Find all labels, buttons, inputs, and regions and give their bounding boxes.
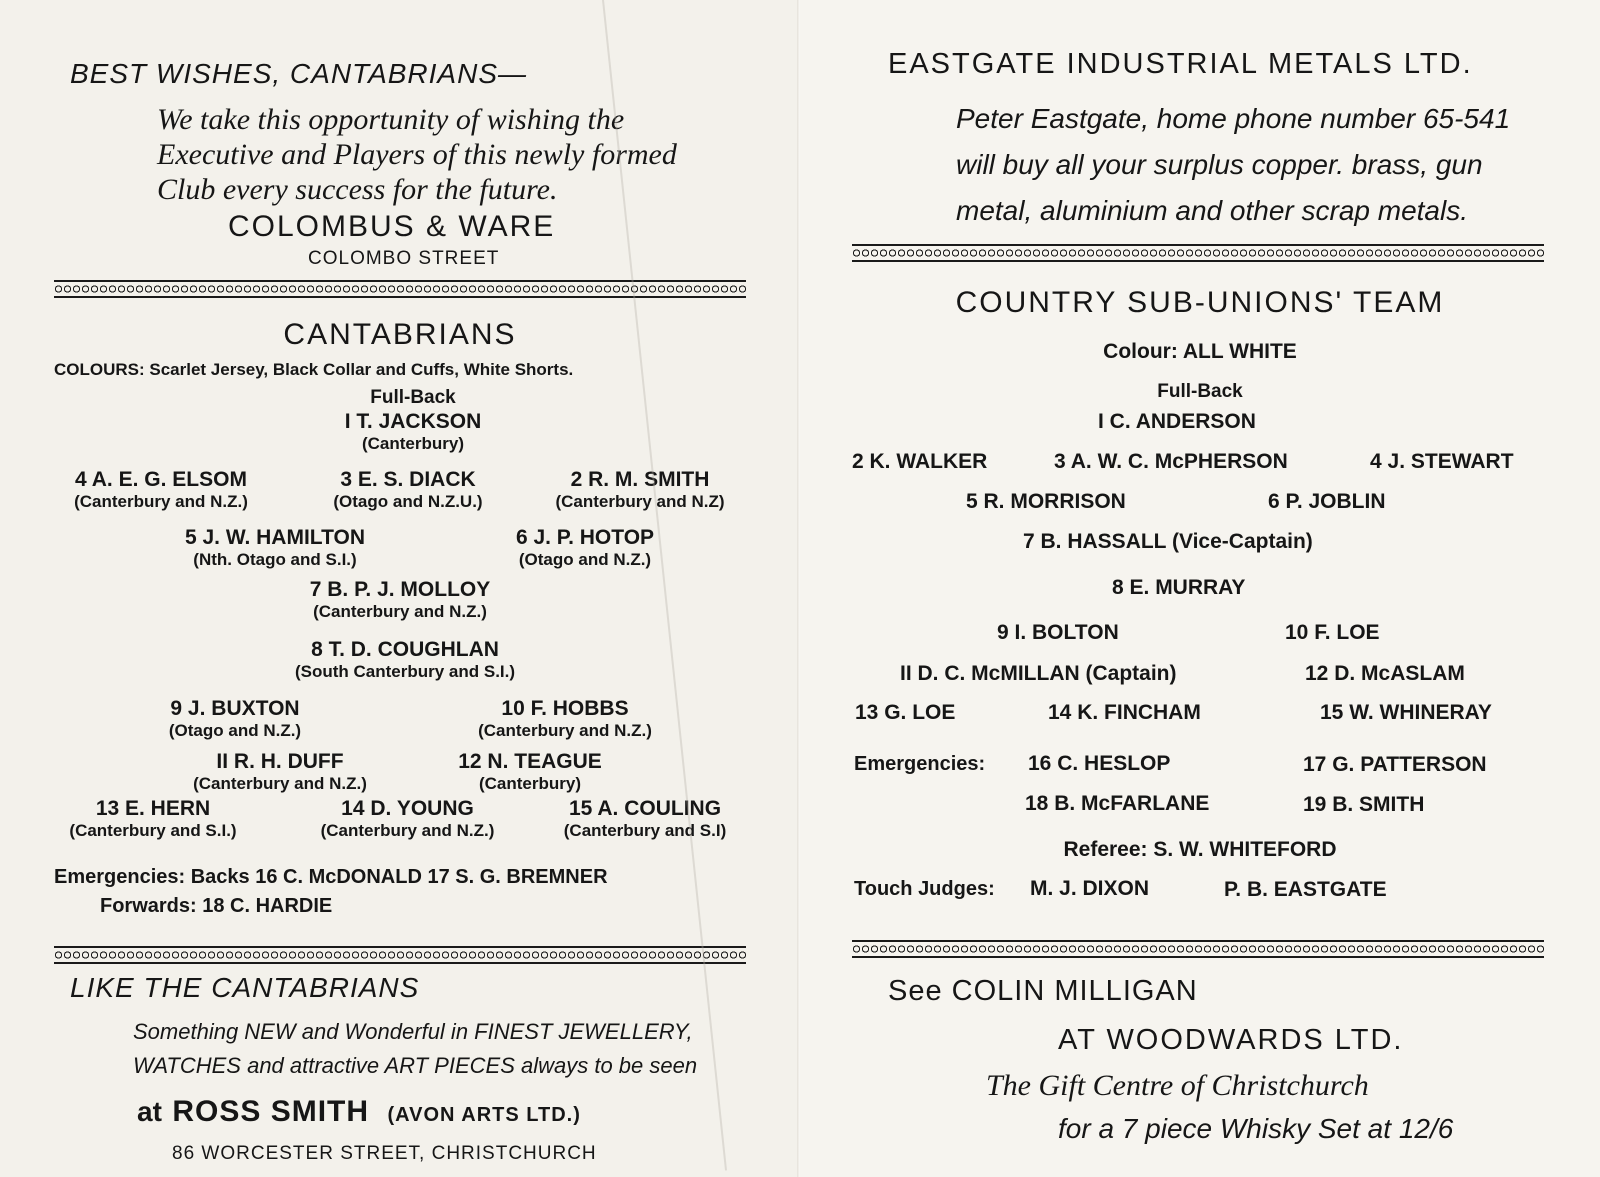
ornamental-border: [852, 244, 1544, 262]
touch-judge: M. J. DIXON: [1030, 877, 1150, 900]
player-name: 12 N. TEAGUE: [458, 750, 602, 773]
ad-heading-best-wishes: BEST WISHES, CANTABRIANS—: [70, 58, 527, 89]
player-name: 18 B. McFARLANE: [1025, 792, 1210, 815]
player-name: 15 W. WHINERAY: [1320, 701, 1492, 724]
player-name: I C. ANDERSON: [1098, 410, 1256, 433]
touch-judge: P. B. EASTGATE: [1224, 878, 1387, 901]
player-name: 2 K. WALKER: [852, 450, 988, 473]
player-name: 9 J. BUXTON: [170, 697, 300, 720]
player-club: (Otago and N.Z.): [168, 721, 302, 740]
player-name: II D. C. McMILLAN (Captain): [900, 662, 1177, 685]
touch-judges-label: Touch Judges:: [854, 878, 995, 900]
player-name: 10 F. LOE: [1285, 621, 1380, 644]
player-club: (Canterbury and N.Z.): [193, 774, 367, 793]
player-name: 4 A. E. G. ELSOM: [75, 468, 247, 491]
team-title: COUNTRY SUB-UNIONS' TEAM: [955, 286, 1445, 319]
team-title: CANTABRIANS: [283, 318, 517, 351]
player: [140, 526, 410, 570]
emergencies-label: Emergencies:: [854, 753, 986, 775]
player-name: 4 J. STEWART: [1370, 450, 1514, 473]
player-name: 19 B. SMITH: [1303, 793, 1425, 816]
referee: Referee: S. W. WHITEFORD: [1063, 838, 1337, 861]
ad-heading-like-cantabrians: LIKE THE CANTABRIANS: [70, 972, 420, 1003]
player-name: II R. H. DUFF: [216, 750, 344, 773]
ad-address: 86 WORCESTER STREET, CHRISTCHURCH: [172, 1143, 597, 1164]
right-page: [800, 0, 1600, 1177]
player: [303, 468, 513, 512]
player: [260, 638, 550, 682]
ornamental-border: [54, 946, 746, 964]
ornamental-border: [54, 280, 746, 298]
player-name: 5 J. W. HAMILTON: [184, 526, 366, 549]
ad-store-suffix: (AVON ARTS LTD.): [387, 1104, 581, 1126]
player: [135, 697, 335, 741]
player-name: 6 P. JOBLIN: [1268, 490, 1386, 513]
player-name: 15 A. COULING: [568, 797, 722, 820]
ad-store-name: ROSS SMITH: [172, 1095, 370, 1128]
team-colours: COLOURS: Scarlet Jersey, Black Collar and Cuffs, White Shorts.: [54, 360, 574, 379]
player-club: (Canterbury): [478, 774, 581, 793]
player-club: (Otago and N.Z.U.): [333, 492, 483, 511]
player-name: 9 I. BOLTON: [997, 621, 1119, 644]
player-club: (South Canterbury and S.I.): [294, 662, 516, 681]
ad-text-line: metal, aluminium and other scrap metals.: [956, 195, 1468, 226]
player: [430, 750, 630, 794]
player-name: 17 G. PATTERSON: [1303, 753, 1487, 776]
emergencies-backs: Emergencies: Backs 16 C. McDONALD 17 S. G. BREMNER: [54, 866, 608, 888]
ad-text-line: Peter Eastgate, home phone number 65-541: [956, 103, 1511, 134]
ad-text-line: will buy all your surplus copper. brass, gun: [956, 149, 1483, 180]
player-name: I T. JACKSON: [344, 410, 482, 433]
player-club: (Nth. Otago and S.I.): [193, 550, 357, 569]
player-name: 5 R. MORRISON: [966, 490, 1126, 513]
player-name: 10 F. HOBBS: [501, 697, 629, 720]
ad-store-prefix: at: [137, 1096, 162, 1127]
player-name: 16 C. HESLOP: [1028, 752, 1171, 775]
ad-store-line: [137, 1095, 581, 1129]
player: [48, 797, 258, 841]
player: [263, 410, 563, 454]
ad-company-name: AT WOODWARDS LTD.: [1058, 1024, 1404, 1056]
player-name: 8 T. D. COUGHLAN: [311, 638, 499, 661]
ad-street: COLOMBO STREET: [308, 248, 500, 269]
player-club: (Canterbury and N.Z.): [478, 721, 652, 740]
player-club: (Canterbury and N.Z.): [74, 492, 248, 511]
player-name: 13 G. LOE: [855, 701, 956, 724]
player: [270, 578, 530, 622]
player-name: 6 J. P. HOTOP: [515, 526, 655, 549]
player-name: 7 B. P. J. MOLLOY: [309, 578, 491, 601]
player: [530, 468, 750, 512]
player-name: 2 R. M. SMITH: [570, 468, 710, 491]
player-name: 12 D. McASLAM: [1305, 662, 1465, 685]
paper-crease: [602, 0, 727, 1171]
player-club: (Canterbury): [361, 434, 464, 453]
team-colour: Colour: ALL WHITE: [1103, 340, 1297, 363]
player-club: (Canterbury and S.I): [563, 821, 727, 840]
player: [295, 797, 520, 841]
player-name: 3 E. S. DIACK: [340, 468, 476, 491]
player: [46, 468, 276, 512]
player-name: 8 E. MURRAY: [1112, 576, 1246, 599]
player-name: 7 B. HASSALL (Vice-Captain): [1023, 530, 1313, 553]
player-club: (Canterbury and N.Z.): [313, 602, 487, 621]
player-club: (Canterbury and S.I.): [69, 821, 237, 840]
ad-text-line: See COLIN MILLIGAN: [888, 975, 1198, 1007]
player: [155, 750, 405, 794]
ad-text-line: Club every success for the future.: [157, 173, 558, 206]
fullback-label: Full-Back: [1157, 381, 1243, 402]
ad-text-line: Something NEW and Wonderful in FINEST JEWELLERY,: [133, 1019, 693, 1044]
ad-text-line: for a 7 piece Whisky Set at 12/6: [1058, 1113, 1454, 1144]
player-club: (Canterbury and N.Z): [555, 492, 725, 511]
ad-text-line: We take this opportunity of wishing the: [157, 103, 625, 136]
player-name: 13 E. HERN: [95, 797, 211, 820]
player: [450, 697, 680, 741]
player-name: 14 D. YOUNG: [341, 797, 474, 820]
ad-text-line: WATCHES and attractive ART PIECES always to be seen: [133, 1053, 698, 1078]
ad-text-line: The Gift Centre of Christchurch: [986, 1069, 1369, 1102]
player-club: (Otago and N.Z.): [518, 550, 652, 569]
fullback-label: Full-Back: [370, 387, 456, 408]
player-name: 14 K. FINCHAM: [1048, 701, 1201, 724]
player-club: (Canterbury and N.Z.): [320, 821, 495, 840]
emergencies-forwards: Forwards: 18 C. HARDIE: [100, 895, 333, 917]
ad-company-name: EASTGATE INDUSTRIAL METALS LTD.: [888, 48, 1473, 80]
ad-text-line: Executive and Players of this newly formed: [157, 138, 677, 171]
ornamental-border: [852, 940, 1544, 958]
ad-company-name: COLOMBUS & WARE: [228, 210, 556, 243]
player-name: 3 A. W. C. McPHERSON: [1054, 450, 1288, 473]
player: [540, 797, 750, 841]
